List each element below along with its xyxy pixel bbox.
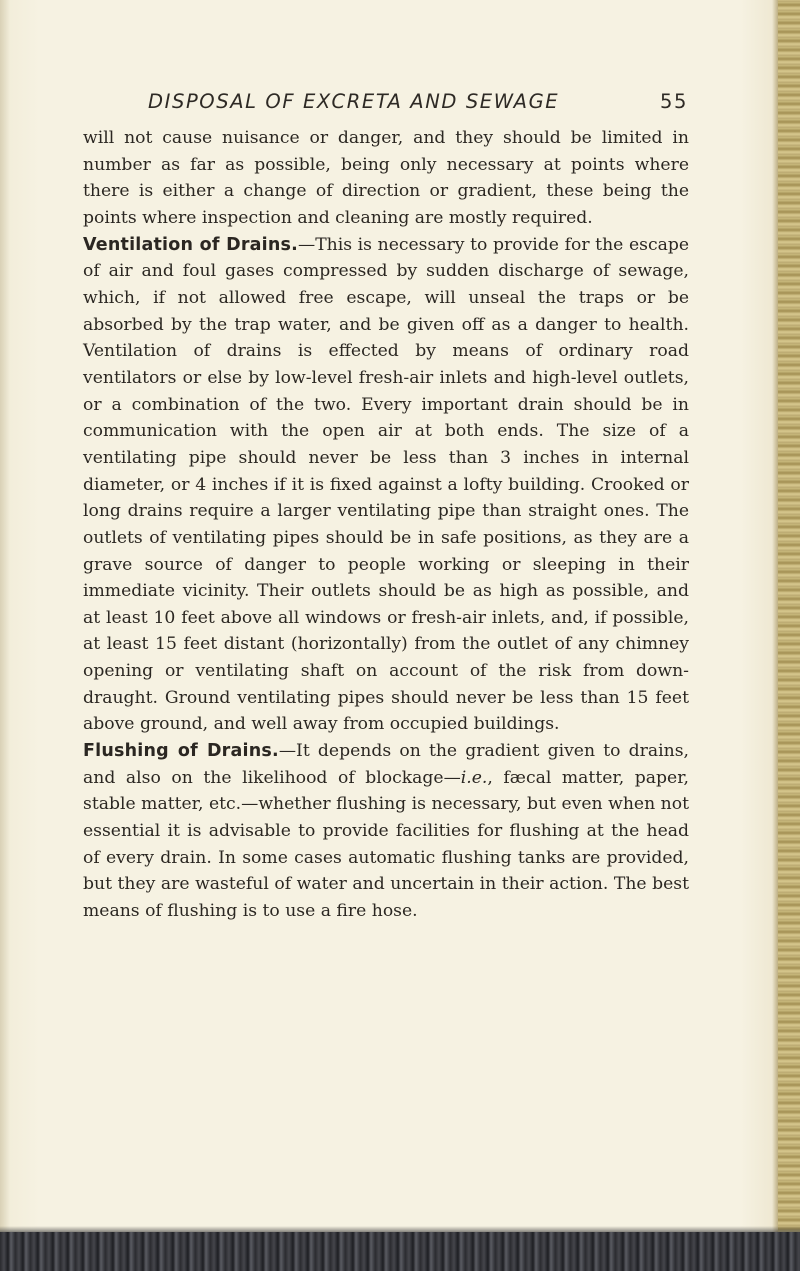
paragraph-text: will not cause nuisance or danger, and they should be limited in number as far as possible, being only necessary at points where there is either a change of direction or gradient, these being the points where inspection and cleaning are mostly required. xyxy=(83,128,689,228)
paragraph-ventilation xyxy=(83,232,689,738)
paragraph-text: —This is necessary to provide for the escape of air and foul gases compressed by sudden discharge of sewage, which, if not allowed free escape, will unseal the traps or be absorbed by the trap water, and be given off as a danger to health. Ventilation of drains is effected by means of ordinary road ventilators or else by low-level fresh-air inlets and high-level outlets, or a combination of the two. Every important drain should be in communication with the open air at both ends. The size of a ventilating pipe should never be less than 3 inches in internal diameter, or 4 inches if it is fixed against a lofty building. Crooked or long drains require a larger ventilating pipe than straight ones. The outlets of ventilating pipes should be in safe positions, as they are a grave source of danger to people working or sleeping in their immediate vicinity. Their outlets should be as high as possible, and at least 10 feet above all windows or fresh-air inlets, and, if possible, at least 15 feet distant (horizontally) from the outlet of any chimney opening or ventilating shaft on account of the risk from down-draught. Ground ventilating pipes should never be less than 15 feet above ground, and well away from occupied buildings. xyxy=(83,234,690,735)
page-gutter-shadow xyxy=(0,0,10,1271)
section-heading-ventilation: Ventilation of Drains. xyxy=(83,234,298,255)
section-heading-flushing: Flushing of Drains. xyxy=(83,741,279,762)
italic-abbreviation: i.e. xyxy=(460,767,488,788)
page-bottom-edge xyxy=(0,1232,800,1271)
paragraph-text: —It depends on the gradient given to drains, and also on the likelihood of blockage— xyxy=(83,741,689,788)
paragraph-text: , fæcal matter, paper, stable matter, etc.—whether flushing is necessary, but even when not essential it is advisable to provide facilities for flushing at the head of every drain. In some cases automatic flushing tanks are provided, but they are wasteful of water and uncertain in their action. The best means of flushing is to use a fire hose. xyxy=(83,767,689,922)
page-number: 55 xyxy=(659,90,688,113)
running-header xyxy=(148,90,688,120)
paragraph-manholes-continued xyxy=(83,125,689,232)
page-fore-edge xyxy=(778,0,800,1271)
running-title: DISPOSAL OF EXCRETA AND SEWAGE xyxy=(148,90,560,113)
body-text xyxy=(83,125,689,925)
paragraph-flushing xyxy=(83,738,689,925)
